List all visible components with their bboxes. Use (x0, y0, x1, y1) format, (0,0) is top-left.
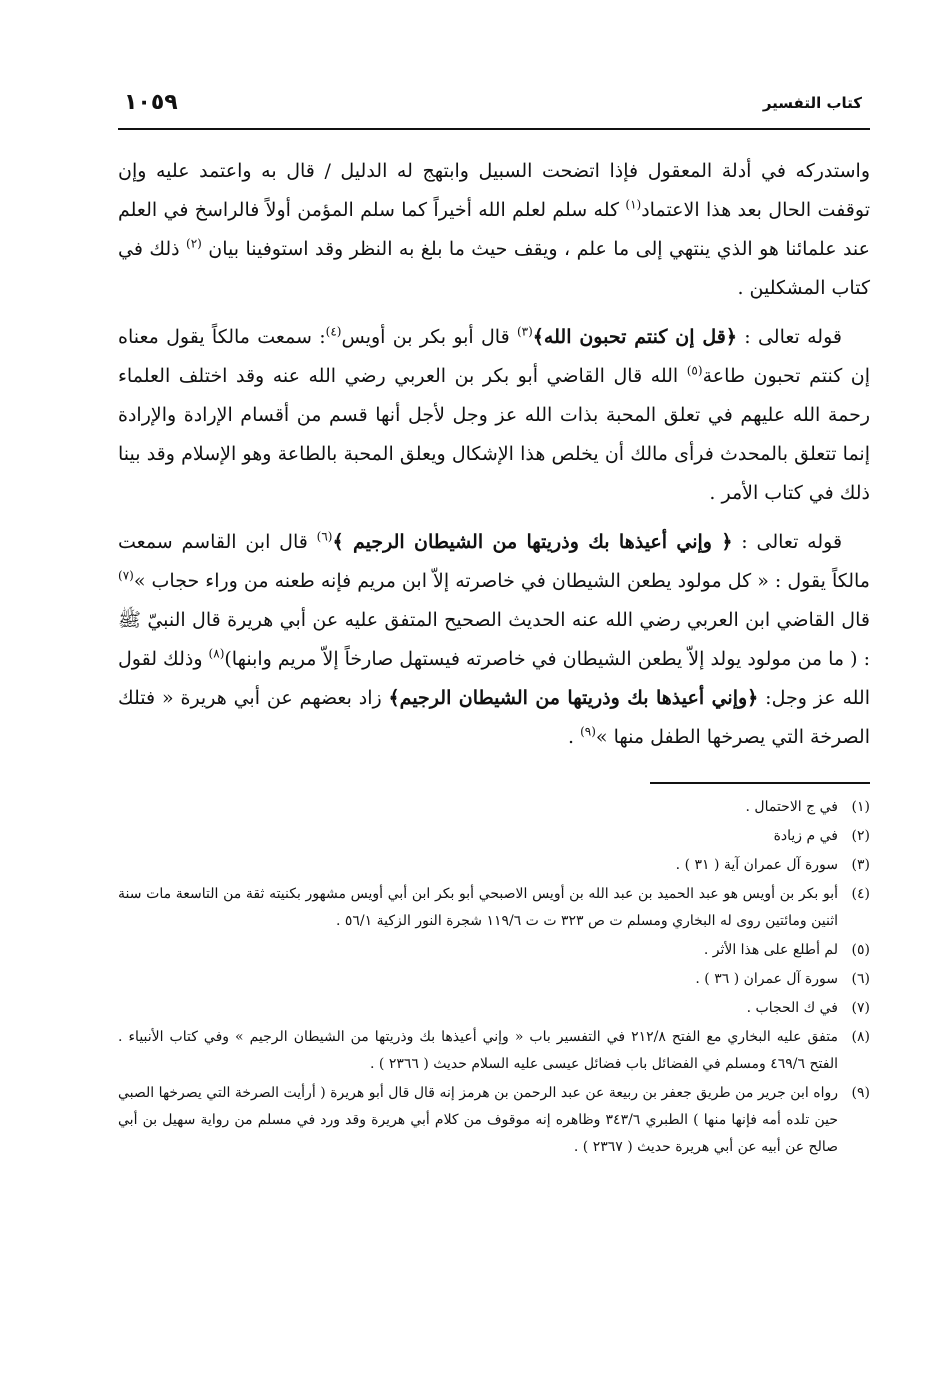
footnote-number: (٢) (851, 828, 870, 844)
paragraph-3 (118, 523, 870, 757)
footnote-text: سورة آل عمران آية ( ٣١ ) . (675, 857, 838, 873)
footnote-marker-8: (٨) (208, 646, 225, 661)
footnote (118, 823, 870, 850)
footnote-number: (٩) (851, 1085, 870, 1101)
footnote-text: في ك الحجاب . (746, 1000, 838, 1016)
footnote (118, 937, 870, 964)
footnote-text: في م زيادة (773, 828, 838, 844)
footnote-text: متفق عليه البخاري مع الفتح ٢١٢/٨ في التفسير باب « وإني أعيذها بك وذريتها من الشيطان الرجيم » وفي كتاب الأنبياء . الفتح ٤٦٩/٦ ومسلم في الفضائل باب فضائل عيسى عليه السلام حديث ( ٢٣٦٦ ) . (118, 1029, 838, 1072)
footnote (118, 1024, 870, 1078)
footnote-marker-5: (٥) (686, 363, 703, 378)
footnote-marker-3: (٣) (516, 324, 533, 339)
footnotes (118, 794, 870, 1163)
text-segment: . (568, 726, 581, 748)
page-header (118, 88, 870, 130)
footnote-text: في ج الاحتمال . (745, 799, 838, 815)
main-text (118, 152, 870, 767)
footnote (118, 852, 870, 879)
footnote-number: (٨) (851, 1029, 870, 1045)
footnote-number: (٥) (851, 942, 870, 958)
footnote-number: (٦) (851, 971, 870, 987)
footnote-marker-9: (٩) (580, 724, 596, 739)
footnote (118, 1080, 870, 1161)
footnote-text: أبو بكر بن أويس هو عبد الحميد بن عبد الله بن أويس الاصبحي أبو بكر ابن أبي أويس مشهور بكنيته ثقة من التاسعة مات سنة اثنين ومائتين روى له البخاري ومسلم ت ص ٣٢٣ ت ت ١١٩/٦ شجرة النور الزكية ٥٦/١ . (118, 886, 838, 929)
text-segment: زاد بعضهم عن أبي هريرة « فتلك الصرخة التي يصرخها الطفل منها » (118, 687, 870, 748)
footnote (118, 881, 870, 935)
paragraph-1 (118, 152, 870, 308)
footnote-marker-4: (٤) (325, 324, 342, 339)
footnote-text: سورة آل عمران ( ٣٦ ) . (695, 971, 838, 987)
quran-verse: ﴿وإني أعيذها بك وذريتها من الشيطان الرجيم﴾ (388, 687, 759, 709)
text-segment: وذلك لقول الله عز وجل: (118, 648, 870, 709)
quran-verse: ﴿قل إن كنتم تحبون الله﴾ (532, 326, 737, 348)
text-segment: الله قال القاضي أبو بكر بن العربي رضي الله عنه وقد اختلف العلماء رحمة الله عليهم في تعلق المحبة بذات الله عز وجل لأجل أنها قسم من أقسام الإرادة والإرادة إنما تتعلق بالمحدث فرأى مالك أن يخلص هذا الإشكال ويعلق المحبة بالطاعة وهو الإسلام وقد بينا ذلك في كتاب الأمر . (118, 365, 870, 504)
footnote-marker-2: (٢) (186, 236, 202, 251)
footnote (118, 794, 870, 821)
text-segment: ذلك في كتاب المشكلين . (118, 238, 870, 299)
paragraph-2 (118, 318, 870, 513)
footnote (118, 995, 870, 1022)
page-number: ١٠٥٩ (124, 90, 178, 115)
footnote-separator (650, 782, 870, 784)
footnote-marker-1: (١) (625, 197, 642, 212)
footnote-number: (٧) (851, 1000, 870, 1016)
text-segment: واستدركه في أدلة المعقول فإذا اتضحت السبيل وابتهج له الدليل / قال به واعتمد عليه وإن توقفت الحال بعد هذا الاعتماد (118, 160, 870, 221)
running-title: كتاب التفسير (762, 94, 862, 112)
footnote (118, 966, 870, 993)
text-segment: قال أبو بكر بن أويس (341, 326, 517, 348)
text-segment: قوله تعالى : (732, 531, 843, 553)
footnote-marker-6: (٦) (316, 529, 333, 544)
footnote-text: لم أطلع على هذا الأثر . (703, 942, 838, 958)
text-segment: : سمعت مالكاً يقول معناه إن كنتم تحبون طاعة (118, 326, 870, 387)
footnote-number: (٤) (851, 886, 870, 902)
text-segment: قوله تعالى : (736, 326, 842, 348)
footnote-marker-7: (٧) (118, 568, 134, 583)
text-segment: قال ابن القاسم سمعت مالكاً يقول : « كل مولود يطعن الشيطان في خاصرته إلاّ ابن مريم فإنه طعنه من وراء حجاب » (118, 531, 870, 592)
text-segment: قال القاضي ابن العربي رضي الله عنه الحديث الصحيح المتفق عليه عن أبي هريرة قال النبيّ ﷺ : ( ما من مولود يولد إلاّ يطعن الشيطان في خاصرته فيستهل صارخاً إلاّ مريم وابنها) (118, 609, 870, 670)
text-segment: كله سلم لعلم الله أخيراً كما سلم المؤمن أولاً فالراسخ في العلم عند علمائنا هو الذي ينتهي إلى ما علم ، ويقف حيث ما بلغ به النظر وقد استوفينا بيان (118, 199, 870, 260)
footnote-number: (٣) (851, 857, 870, 873)
footnote-text: رواه ابن جرير من طريق جعفر بن ربيعة عن عبد الرحمن بن هرمز إنه قال قال أبو هريرة ( أرأيت الصرخة التي يصرخها الصبي حين تلده أمه فإنها منها ) الطبري ٣٤٣/٦ وظاهره إنه موقوف من كلام أبي هريرة وقد ورد في مسلم من رواية سهيل بن أبي صالح عن أبيه عن أبي هريرة حديث ( ٢٣٦٧ ) . (118, 1085, 838, 1155)
quran-verse: ﴿ وإني أعيذها بك وذريتها من الشيطان الرجيم ﴾ (332, 531, 733, 553)
footnote-number: (١) (851, 799, 870, 815)
